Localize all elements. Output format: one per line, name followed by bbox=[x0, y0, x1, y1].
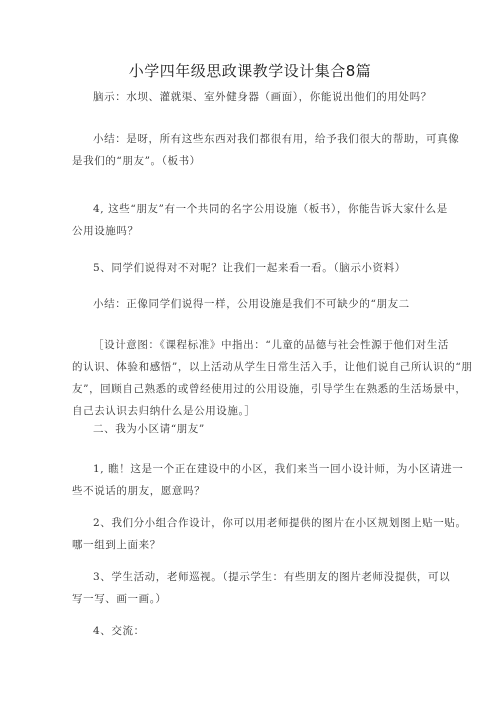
paragraph-question-4 bbox=[72, 198, 448, 242]
text-line: ［设计意图：《课程标准》中指出：“儿童的品德与社会性源于他们对生活 bbox=[93, 339, 449, 351]
text-line: 友”，回顾自己熟悉的或曾经使用过的公用设施，引导学生在熟悉的生活场景中， bbox=[72, 383, 467, 395]
text-line: 写一写、画一画。） bbox=[72, 593, 167, 605]
paragraph-question-5 bbox=[72, 257, 434, 279]
text-line: 5、同学们说得对不对呢？让我们一起来看一看。（脑示小资料） bbox=[93, 262, 406, 274]
text-line: 3、学生活动，老师巡视。（提示学生：有些朋友的图片老师没提供，可以 bbox=[93, 571, 451, 583]
paragraph-slide-hint bbox=[72, 86, 434, 108]
paragraph-step-3 bbox=[72, 566, 451, 610]
text-line: 小结：正像同学们说得一样，公用设施是我们不可缺少的“朋友二 bbox=[93, 298, 410, 310]
text-line: 些不说话的朋友，愿意吗？ bbox=[72, 485, 206, 497]
text-line: 4, 这些“朋友”有一个共同的名字公用设施（板书），你能告诉大家什么是 bbox=[93, 203, 448, 215]
text-line: 小结：是呀，所有这些东西对我们都很有用，给予我们很大的帮助，可真像 bbox=[93, 133, 460, 145]
text-line: 2、我们分小组合作设计，你可以用老师提供的图片在小区规划图上贴一贴。 bbox=[93, 517, 467, 529]
text-line: 公用设施吗？ bbox=[72, 225, 139, 237]
text-line: 哪一组到上面来？ bbox=[72, 539, 161, 551]
paragraph-step-1 bbox=[72, 458, 464, 502]
paragraph-summary-public-facilities bbox=[72, 293, 434, 315]
text-line: 4、交流： bbox=[93, 625, 145, 637]
text-line: 1, 瞧！这是一个正在建设中的小区，我们来当一回小设计师，为小区请进一 bbox=[93, 463, 464, 475]
text-line: 的认识、体验和感悟”，以上活动从学生日常生活入手，让他们说自己所认识的“朋 bbox=[72, 361, 473, 373]
paragraph-step-2 bbox=[72, 512, 467, 556]
paragraph-step-4 bbox=[72, 620, 434, 642]
paragraph-design-intent bbox=[72, 334, 473, 422]
text-line: 是我们的“朋友”。（板书） bbox=[72, 155, 201, 167]
paragraph-summary-friends bbox=[72, 128, 460, 172]
document-title: 小学四年级思政课教学设计集合8篇 bbox=[128, 62, 372, 80]
text-line: 脑示：水坝、灌就渠、室外健身器（画面），你能说出他们的用处吗？ bbox=[93, 91, 432, 103]
text-line: 二、我为小区请“朋友” bbox=[93, 423, 205, 435]
text-line: 自己去认识去归纳什么是公用设施。］ bbox=[72, 405, 256, 417]
section-heading-2 bbox=[72, 418, 434, 440]
